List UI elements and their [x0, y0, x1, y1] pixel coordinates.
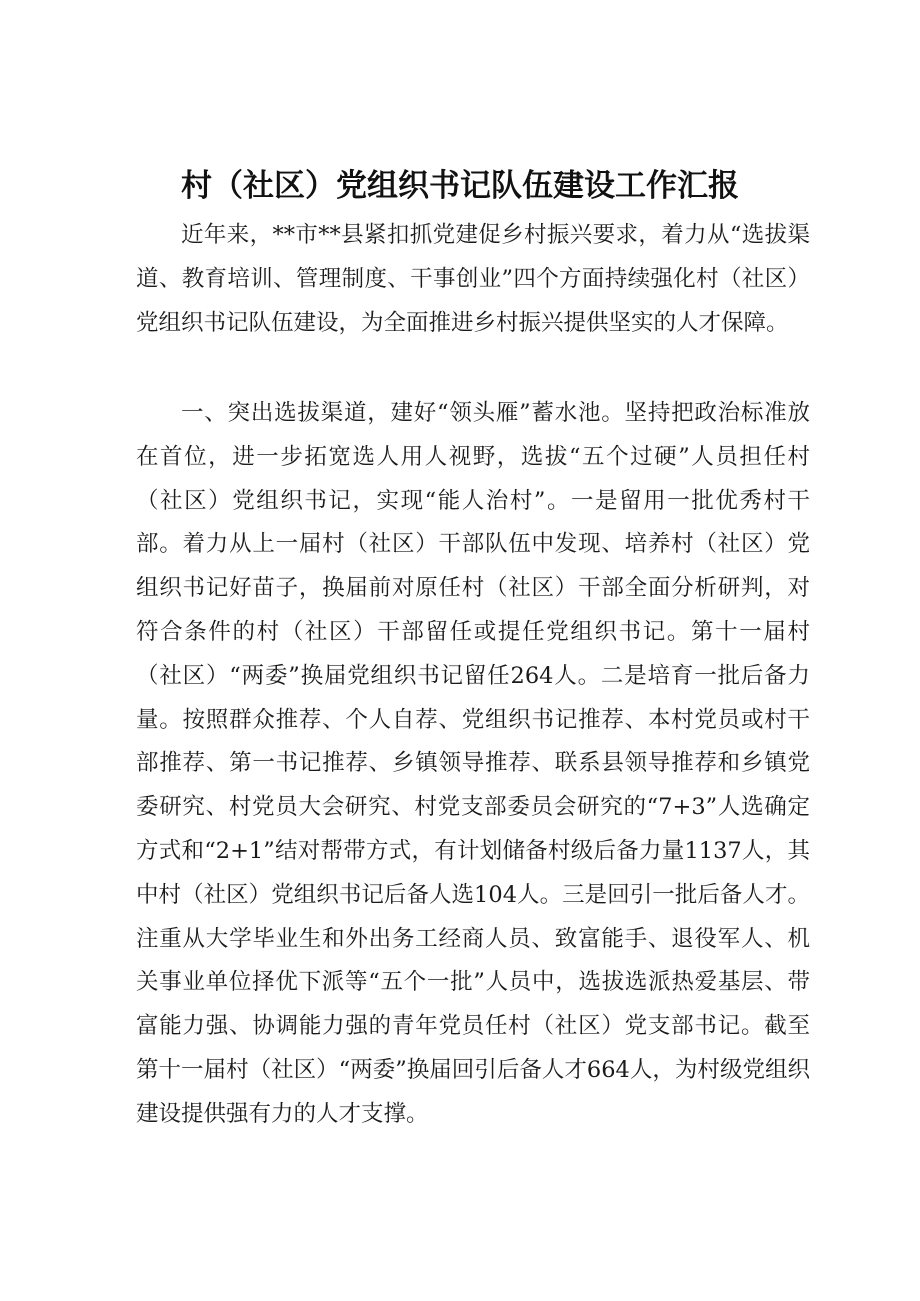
intro-paragraph: 近年来，**市**县紧扣抓党建促乡村振兴要求，着力从“选拔渠道、教育培训、管理制度、干事创业”四个方面持续强化村（社区）党组织书记队伍建设，为全面推进乡村振兴提供坚实的人才保障。	[136, 222, 810, 336]
document-title: 村（社区）党组织书记队伍建设工作汇报	[181, 168, 739, 204]
section-one-paragraph: 一、突出选拔渠道，建好“领头雁”蓄水池。坚持把政治标准放在首位，进一步拓宽选人用人视野，选拔“五个过硬”人员担任村（社区）党组织书记，实现“能人治村”。一是留用一批优秀村干部。着力从上一届村（社区）干部队伍中发现、培养村（社区）党组织书记好苗子，换届前对原任村（社区）干部全面分析研判，对符合条件的村（社区）干部留任或提任党组织书记。第十一届村（社区）“两委”换届党组织书记留任264人。二是培育一批后备力量。按照群众推荐、个人自荐、党组织书记推荐、本村党员或村干部推荐、第一书记推荐、乡镇领导推荐、联系县领导推荐和乡镇党委研究、村党员大会研究、村党支部委员会研究的“7+3”人选确定方式和“2+1”结对帮带方式，有计划储备村级后备力量1137人，其中村（社区）党组织书记后备人选104人。三是回引一批后备人才。注重从大学毕业生和外出务工经商人员、致富能手、退役军人、机关事业单位择优下派等“五个一批”人员中，选拔选派热爱基层、带富能力强、协调能力强的青年党员任村（社区）党支部书记。截至第十一届村（社区）“两委”换届回引后备人才664人，为村级党组织建设提供强有力的人才支撑。	[136, 400, 810, 1127]
